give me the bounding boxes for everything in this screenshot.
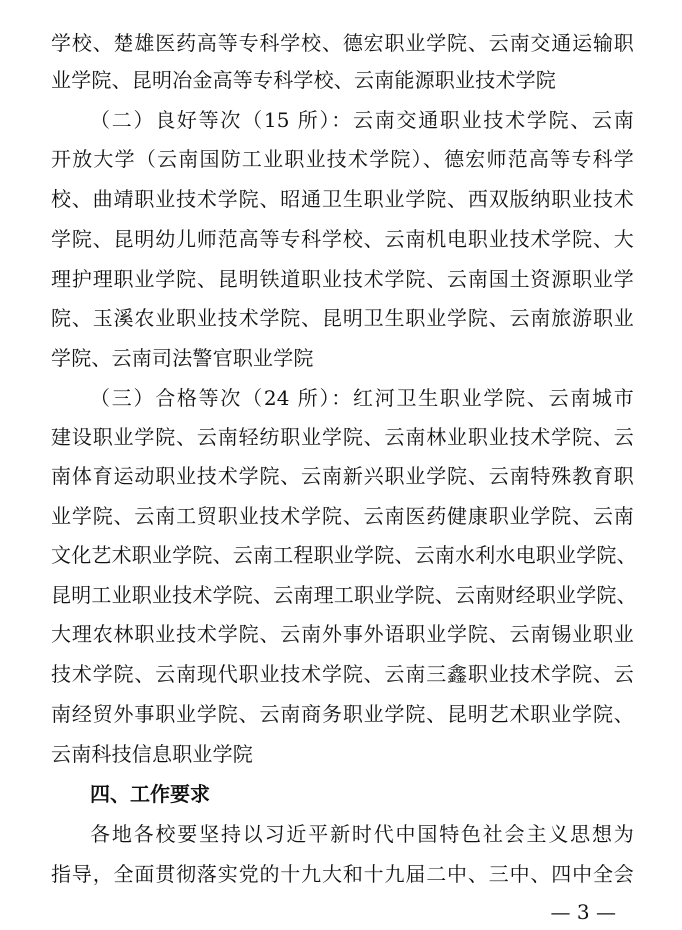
text-line-1: 学校、楚雄医药高等专科学校、德宏职业学院、云南交通运输职 xyxy=(51,31,634,55)
text-line-15: 昆明工业职业技术学院、云南理工职业学院、云南财经职业学院、 xyxy=(51,583,637,607)
text-line-9: 学院、云南司法警官职业学院 xyxy=(51,346,314,370)
text-line-2: 业学院、昆明冶金高等专科学校、云南能源职业技术学院 xyxy=(51,68,556,92)
text-line-7: 理护理职业学院、昆明铁道职业技术学院、云南国土资源职业学 xyxy=(51,267,634,291)
text-line-22: 指导，全面贯彻落实党的十九大和十九届二中、三中、四中全会 xyxy=(51,862,634,886)
page-number: — 3 — xyxy=(550,900,616,924)
text-line-12: 南体育运动职业技术学院、云南新兴职业学院、云南特殊教育职 xyxy=(51,464,634,488)
text-line-19: 云南科技信息职业学院 xyxy=(51,742,253,766)
text-line-17: 技术学院、云南现代职业技术学院、云南三鑫职业技术学院、云 xyxy=(51,662,634,686)
text-line-14: 文化艺术职业学院、云南工程职业学院、云南水利水电职业学院、 xyxy=(51,543,637,567)
text-line-good-grade: （二）良好等次（15 所）：云南交通职业技术学院、云南 xyxy=(90,108,634,132)
text-line-16: 大理农林职业技术学院、云南外事外语职业学院、云南锡业职业 xyxy=(51,622,634,646)
text-line-8: 院、玉溪农业职业技术学院、昆明卫生职业学院、云南旅游职业 xyxy=(51,306,634,330)
text-line-4: 开放大学（云南国防工业职业技术学院）、德宏师范高等专科学 xyxy=(51,147,634,171)
text-line-pass-grade: （三）合格等次（24 所）：红河卫生职业学院、云南城市 xyxy=(90,386,634,410)
text-line-11: 建设职业学院、云南轻纺职业学院、云南林业职业技术学院、云 xyxy=(51,425,634,449)
text-line-18: 南经贸外事职业学院、云南商务职业学院、昆明艺术职业学院、 xyxy=(51,702,634,726)
section-heading-work-requirements: 四、工作要求 xyxy=(90,782,210,806)
text-line-6: 学院、昆明幼儿师范高等专科学校、云南机电职业技术学院、大 xyxy=(51,227,634,251)
text-line-21: 各地各校要坚持以习近平新时代中国特色社会主义思想为 xyxy=(90,822,634,846)
text-line-5: 校、曲靖职业技术学院、昭通卫生职业学院、西双版纳职业技术 xyxy=(51,187,634,211)
text-line-13: 业学院、云南工贸职业技术学院、云南医药健康职业学院、云南 xyxy=(51,504,634,528)
